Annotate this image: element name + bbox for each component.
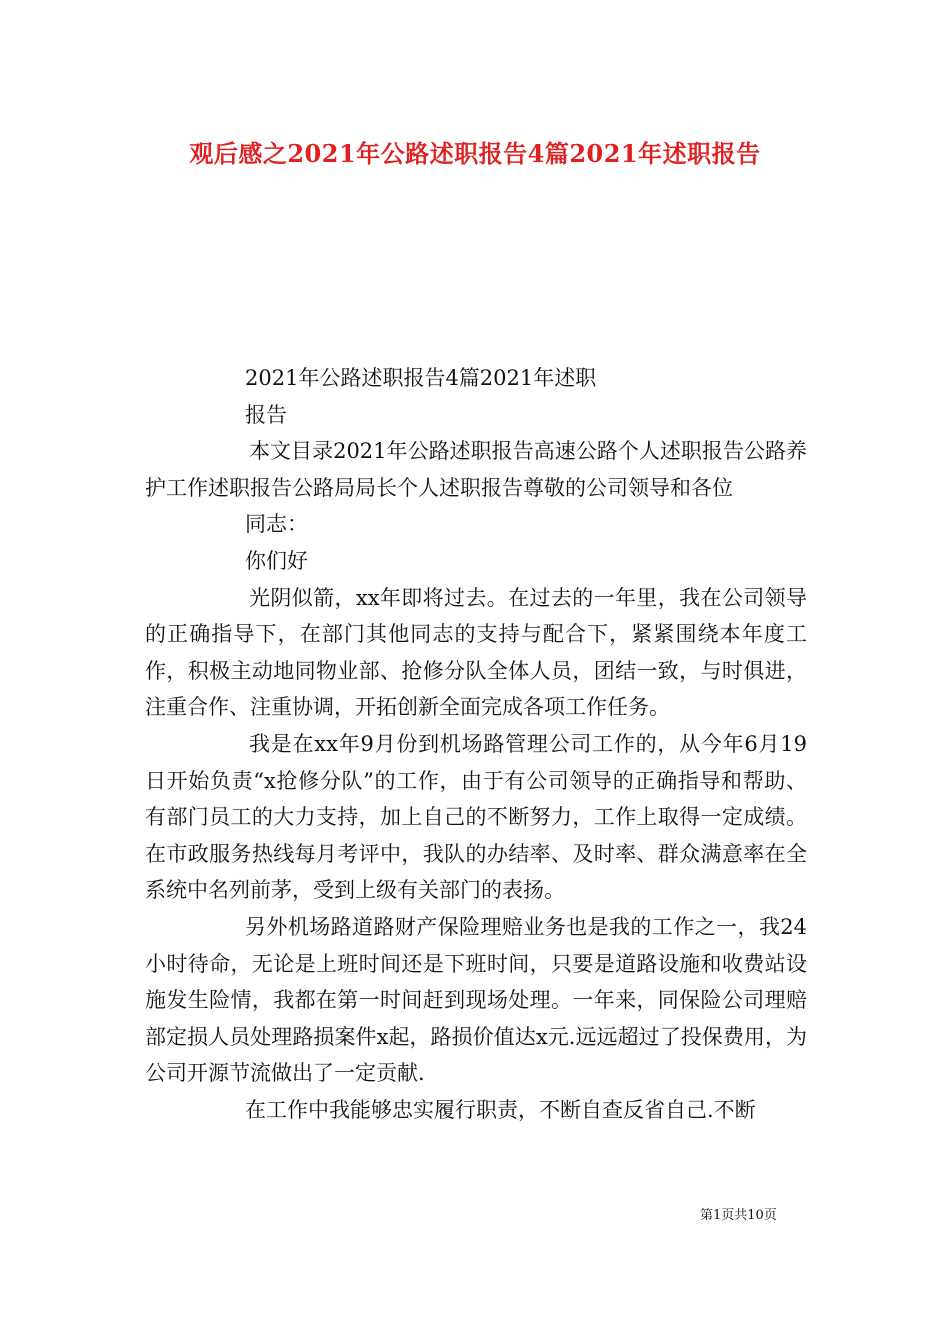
paragraph-intro: 光阴似箭，xx年即将过去。在过去的一年里，我在公司领导的正确指导下，在部门其他同志的支持与配合下，紧紧围绕本年度工作，积极主动地同物业部、抢修分队全体人员，团结一致，与时俱进，注重合作、注重协调，开拓创新全面完成各项工作任务。: [145, 585, 807, 720]
page-number-footer: 第1页共10页: [700, 1208, 777, 1223]
paragraph-heading-line-2: 报告: [245, 402, 287, 427]
paragraph-insurance: 另外机场路道路财产保险理赔业务也是我的工作之一，我24小时待命，无论是上班时间还是下班时间，只要是道路设施和收费站设施发生险情，我都在第一时间赶到现场处理。一年来，同保险公司理赔部定损人员处理路损案件x起，路损价值达x元.远远超过了投保费用，为公司开源节流做出了一定贡献.: [145, 914, 807, 1086]
paragraph-salutation: 同志：: [245, 512, 308, 537]
paragraph-heading-line-1: 2021年公路述职报告4篇2021年述职: [245, 366, 597, 390]
paragraph-work-history: 我是在xx年9月份到机场路管理公司工作的，从今年6月19日开始负责“x抢修分队”的工作，由于有公司领导的正确指导和帮助、有部门员工的大力支持，加上自己的不断努力，工作上取得一定成绩。在市政服务热线每月考评中，我队的办结率、及时率、群众满意率在全系统中名列前茅，受到上级有关部门的表扬。: [145, 731, 807, 903]
paragraph-greeting: 你们好: [245, 548, 308, 573]
document-title: 观后感之2021年公路述职报告4篇2021年述职报告: [189, 139, 761, 168]
paragraph-table-of-contents: 本文目录2021年公路述职报告高速公路个人述职报告公路养护工作述职报告公路局局长个人述职报告尊敬的公司领导和各位: [145, 439, 807, 500]
paragraph-duties: 在工作中我能够忠实履行职责，不断自查反省自己.不断: [245, 1097, 756, 1122]
document-body: [145, 360, 807, 1128]
